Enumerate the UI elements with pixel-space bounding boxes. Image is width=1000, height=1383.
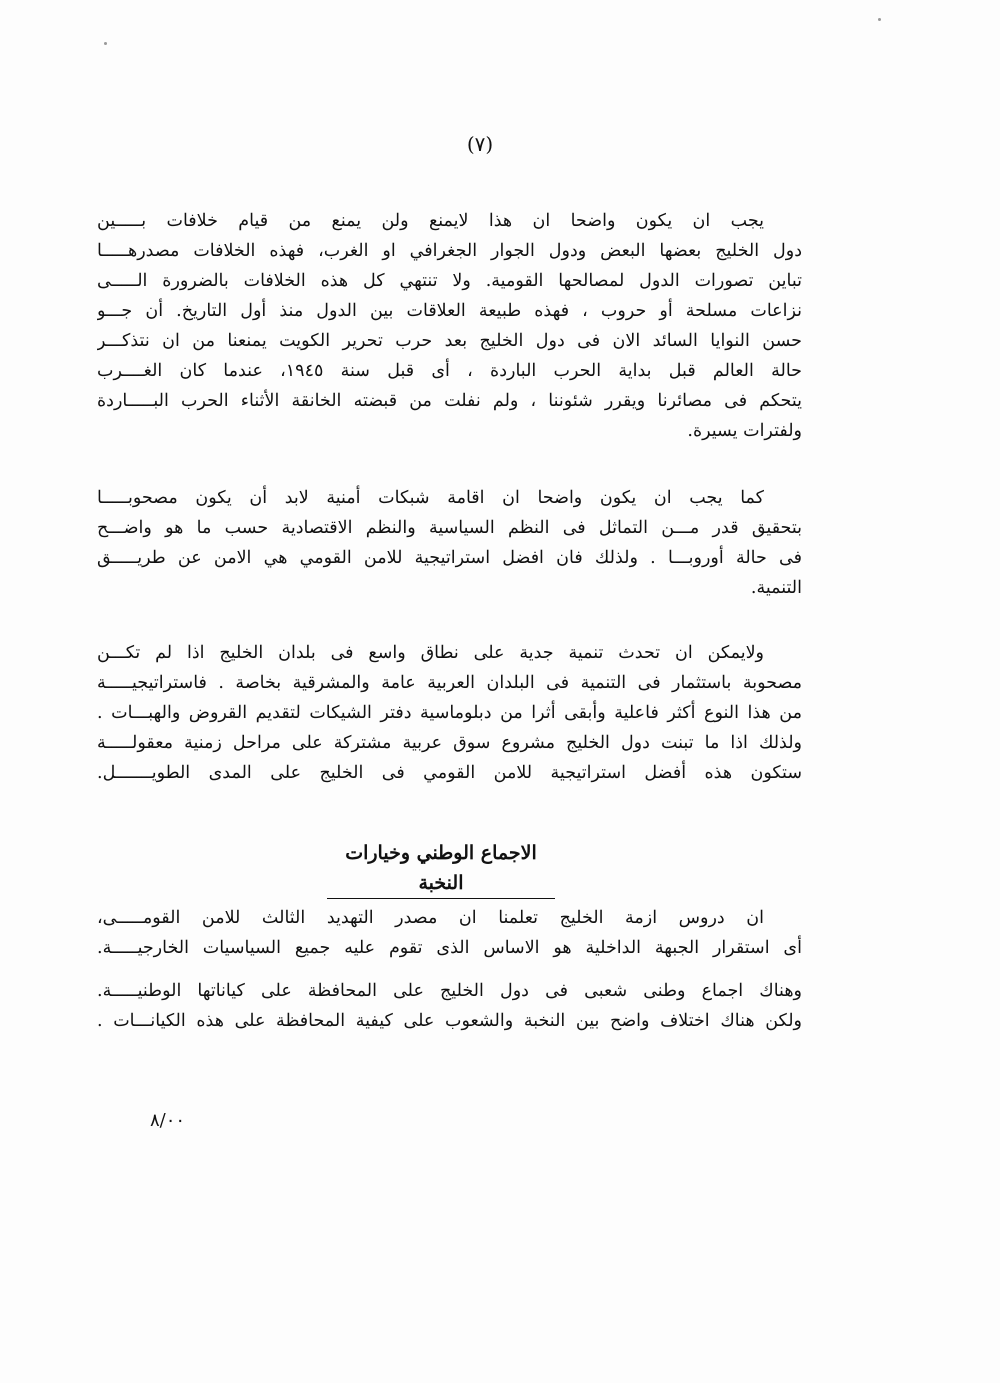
paragraph-line: دول الخليج بعضها البعض ودول الجوار الجغرافي او الغرب، فهذه الخلافات مصدرهـــــا [97,241,802,261]
scan-speck [878,18,881,21]
paragraph-line: يجب ان يكون واضحا ان هذا لايمنع ولن يمنع من قيام خلافات بـــــين [97,211,764,231]
paragraph-line: ان دروس ازمة الخليج تعلمنا ان مصدر التهديد الثالث للامن القومـــــى، [97,908,764,928]
paragraph-line: حسن النوايا السائد الان فى دول الخليج بعد حرب تحرير الكويت يمنعنا من ان نتذكـــر [97,331,802,351]
paragraph-line: التنمية. [750,578,802,598]
section-heading: الاجماع الوطني وخيارات النخبة [327,838,555,899]
scan-speck [104,42,107,45]
section-paragraph-2 [97,976,802,1036]
paragraph-line: من هذا النوع أكثر فاعلية وأبقى أثرا من دبلوماسية دفتر الشيكات لتقديم القروض والهبـــات . [97,703,802,723]
paragraph-line: يتحكم فى مصائرنا ويقرر شئوننا ، ولم نفلت من قبضته الخانقة الأثناء الحرب البـــــاردة [97,391,802,411]
paragraph-1 [97,206,802,446]
paragraph-line: نزاعات مسلحة أو حروب ، فهذه طبيعة العلاقات بين الدول منذ أول التاريخ. أن جـــو [97,301,802,321]
footer-reference: ٨/٠٠ [150,1110,186,1131]
paragraph-line: بتحقيق قدر مـــن التماثل فى النظم السياسية والنظم الاقتصادية حسب ما هو واضـــح [97,518,802,538]
paragraph-line: ولايمكن ان تحدث تنمية جدية على نطاق واسع فى بلدان الخليج اذا لم تكـــن [97,643,764,663]
paragraph-line: تباين تصورات الدول لمصالحها القومية. ولا تنتهي كل هذه الخلافات بالضرورة الـــــى [97,271,802,291]
page-number: (٧) [466,132,494,156]
paragraph-line: كما يجب ان يكون واضحا ان اقامة شبكات أمنية لابد أن يكون مصحوبـــــا [97,488,764,508]
paragraph-line: ستكون هذه أفضل استراتيجية للامن القومي فى الخليج على المدى الطويـــــــل. [97,763,802,783]
paragraph-line: وهناك اجماع وطنى شعبى فى دول الخليج على المحافظة على كياناتها الوطنيـــــة. [97,981,802,1001]
paragraph-line: أى استقرار الجبهة الداخلية هو الاساس الذى تقوم عليه جميع السياسيات الخارجيـــــة. [97,938,802,958]
paragraph-line: فى حالة أوروبـــا . ولذلك فان افضل استراتيجية للامن القومي هي الامن عن طريـــــق [97,548,802,568]
paragraph-line: حالة العالم قبل بداية الحرب الباردة ، أى قبل سنة ١٩٤٥، عندما كان الغــــرب [97,361,802,381]
section-paragraph-1 [97,903,802,963]
paragraph-line: ولفترات يسيرة. [687,421,802,441]
paragraph-line: ولكن هناك اختلاف واضح بين النخبة والشعوب على كيفية المحافظة على هذه الكيانـــات . [97,1011,802,1031]
paragraph-line: ولذلك اذا ما تبنت دول الخليج مشروع سوق عربية مشتركة على مراحل زمنية معقولـــــة [97,733,802,753]
paragraph-3 [97,638,802,788]
paragraph-line: مصحوبة باستثمار فى التنمية فى البلدان العربية عامة والمشرقية بخاصة . فاستراتيجيـــــة [97,673,802,693]
paragraph-2 [97,483,802,603]
